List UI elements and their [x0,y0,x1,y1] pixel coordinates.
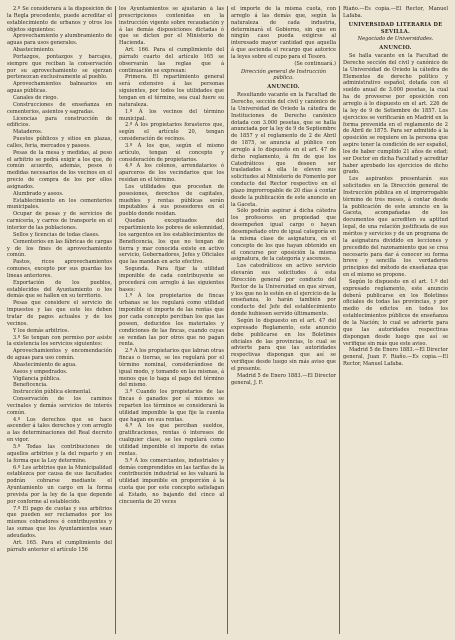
paragraph: 4.º Los derechos que se hace ascender á tales derechos y con arreglo a las determinaciones del Real decreto en vigor. [7,416,112,444]
paragraph: 1.º Á los vecinos del término municipal. [119,108,224,122]
paragraph: Exportación de los pueblos, establecidos del Ayuntamiento o los demás que se hallen en su territorio. [7,279,112,300]
paragraph: 4.º Á los colonos, arrendatarios ó aparceros de los vecindarios que los residan en el término. [119,163,224,184]
paragraph: Abastecimiento. [13,47,55,54]
paragraph: Mataderos. [13,129,43,136]
paragraph: Art. 165. Para el cumplimiento del párrafo anterior el artículo 156 [7,539,112,553]
paragraph: Ocupar de pesas y de servicios de carnicería, y carros de transporte en el interior de las poblaciones. [7,211,112,231]
paragraph: ANUNCIO. [267,84,300,91]
paragraph: Sólo podrán aspirar á dicha cátedra los profesores en propiedad que desempeñen igual cargo o hayan desempeñado otro de igual categoría en la misma clase de asignatura, en el concepto de los que hayan obtenido en el concurso por oposición la misma asignatura, de la categoría y ascensos. [231,208,336,263]
paragraph: 2.ª Á los propietarios que labran otras fincas o tierras, se les regulará por el término nominal, considerándose de igual modo, y tomando en las mismas, á menos que lo haga el pago del término del mismo. [119,348,224,389]
paragraph: Resultando vacante en la Facultad de Derecho, sección del civil y canónico de la Universidad de Oviedo la cátedra de Instituciones de Derecho canónico dotada con 3.000 pesetas, que se halla anunciada por la ley de 9 de Septiembre de 1857 y el reglamento de 2 de Abril de 1875, se anuncia al público con arreglo á lo dispuesto en el art. 47 de dicho reglamento, á fin de que los Catedráticos que deseen ser trasladados á ella le eleven sus solicitudes al Ministerio de Fomento por conducto del Rector respectivo en el plazo improrrogable de 20 días á contar desde la publicación de este anuncio en la Gaceta. [231,92,336,208]
column-set [4,6,451,634]
paragraph: Establecimiento en los cementerios municipales. [7,197,112,211]
paragraph: Aseos y empedrados. [13,368,68,375]
paragraph: 4.ª Á los que perciban sueldos, gratificaciones, rentas ó intereses de cualquier clase, se les regulará como utilidad imponible el importe de estas rentas. [119,423,224,457]
paragraph: 2.º Á los propietarios forasteros que, según el artículo 20, tengan consideración de vecinos. [119,122,224,143]
paragraph: Pesas que considere el servicio de impuestos y las que este les deben tratar de pagos actuales y de los vecinos. [7,300,112,327]
paragraph: Madrid 5 de Enero 1883.—El Director general, Juan F. Riaño.—Es copia.—El Rector, Manuel Lafaba. [343,347,448,368]
paragraph: Primera. El repartimiento general será extensivo á las personas siguientes, por todos los utilidades que tengan en el término, sea cual fuere su naturaleza. [119,74,224,108]
paragraph: Abastecimiento de agua. [13,361,77,368]
paragraph: Portazgos, pontazgos y barcajes, siempre que reciban la conservación por su aprovechamiento se ejerzan pertenezcan exclusivamente al pueblo. [7,53,112,81]
column-4 [339,6,451,634]
column-3 [227,6,339,634]
paragraph: 5.º Todas las contribuciones de aquellos arbitrios y la del reparto y en la forma que la Ley determine. [7,444,112,464]
paragraph: UNIVERSIDAD LITERARIA DE SEVILLA. [348,21,443,35]
paragraph: Aprovechamientos y encomendación de aguas para uso común. [7,348,112,362]
column-1 [4,6,115,634]
paragraph: Segunda. Para fijar la utilidad imponible de cada contribuyente se procederá con arreglo á las siguientes bases: [119,266,224,293]
paragraph: Cementerios en las fábricas de cargas y de los fines de aprovechamiento común. [7,238,112,259]
paragraph: el importe de la misma cuota, con arreglo á las demás que, según la naturaleza de cada industria, determinará el Gobierno, sin que en ningún caso pueda exigirse al interesado mayor cantidad que aquella á que ascienda el recargo que autorice la leyes sobre el cupo para el Tesoro. [231,6,336,60]
paragraph: Quedan exceptuados del repartimiento los pobres de solemnidad, los sargentos en los establecimientos de Beneficencia, los que no tengan de tierra y mar conocida existe en activo servicio, Gobernadores, Jefes y Oficiales que las mandan en acto efectivo. [119,218,224,266]
paragraph: Los aspirantes presentarán sus solicitudes en la Dirección general de Instrucción pública en el improrrogable término de tres meses, á contar desde la publicación de este anuncio en la Gaceta, acompañadas de los documentos que acrediten su aptitud legal, de una relación justificada de sus méritos y servicios y de un programa de la asignatura dividido en lecciones y precedido del razonamiento que se crea necesario para dar á conocer su forma breve y sencilla los verdaderos principios del método de enseñanza que en el mismo se propone. [343,176,448,279]
paragraph: 2.º Se considerará á la disposición de la Regla precedente, puede acreditar el establecimiento de urbanos y otros los objetos siguientes: [7,6,112,33]
paragraph: Puestos públicos y sitios en plazas, calles, feria, mercados y paseos. [7,136,112,149]
paragraph: (Se continuará.) [294,60,336,67]
paragraph: 6.º Los arbitrios que la Municipalidad establezca por causa de sus facultades podrán cobrarse mediante el Ayuntamiento un cargo en la forma prevista por la ley de la que depende por conforme al establecido. [7,464,112,505]
paragraph: Conservación de los caminos vecinales y demás servicios de interés común. [7,396,112,416]
paragraph: Dirección general de Instrucción pública. [241,68,326,82]
paragraph: Canales de riego. [13,94,58,101]
paragraph: Riaño.—Es copia.—El Rector, Manuel Lafaba. [343,6,448,19]
paragraph: Según lo dispuesto en el art. 1.º del expresado reglamento, este anuncio deberá publicarse en los Boletines oficiales de todas las provincias, y por medio de edictos en todos los establecimientos públicos de enseñanza de la Nación; lo cual se advierte para que las autoridades respectivas dispongan desde luego que así se verifique sin más que este aviso. [343,278,448,347]
paragraph: ANUNCIO. [379,45,412,52]
paragraph: Instrucción pública elemental. [13,389,92,396]
paragraph: Art. 166. Para el cumplimiento del párrafo cuarto del artículo 165 se observarán las reglas que á continuación se expresan: [119,47,224,74]
paragraph: los Ayuntamientos se ajustarán á las prescripciones contenidas en la instrucción vigente sobre recaudación y á las demás disposiciones dictadas ó que se dicten por el Ministerio de Hacienda. [119,6,224,47]
paragraph: Los utilidades que procedan de posesiones, derechos de capitales, muebles y rentas públicas serán imputables á sus poseedores en el pueblo donde residan. [119,183,224,218]
paragraph: Se halla vacante en la Facultad de Derecho sección del civil y canónico de la Universidad de Oviedo la cátedra de Elementos de derecho político y administrativo español, dotada con el sueldo anual de 3.000 pesetas, la cual ha de proveerse por oposición con arreglo á lo dispuesto en el art. 226 de la ley de 9 de Setiembre de 1857. Los ejercicios se verificarán en Madrid en la forma prevenida en el reglamento de 2 de Abril de 1875. Para ser admitido á la oposición se requiere en la persona que aspire tener la condición de ser español, los de haber cumplido 21 años de edad; ser Doctor en dicha Facultad y acreditar haber aprobado los ejercicios de dicho grado. [343,53,448,176]
paragraph: 3.ª Cuando los propietarios de las fincas ó ganados por sí mismos se reparten los términos se considerará la utilidad imponible la que fije la cuenta que hagan en sus rentas. [119,389,224,423]
paragraph: Según lo dispuesto en el art. 47 del expresado Reglamento, este anuncio debe publicarse en los Boletines oficiales de las provincias, lo cual se advierte para que las autoridades respectivas dispongan que así se verifique desde luego sin más aviso que el presente. [231,317,336,372]
paragraph: Pesas de la mesa y medidas, al peso el arbitrio se podrá exigir a los que, de común acuerdo, además, pesos ó medidas necesarios de los vecinos en el precio de compra de los por ellos asignados. [7,149,112,190]
paragraph: Negociado de Universidades. [357,36,434,43]
column-2 [115,6,227,634]
paragraph: Y los demás arbitrios. [13,327,70,334]
paragraph: Construcciones de enseñanza en cementerios, asientos y sagradas. [7,101,112,115]
paragraph: Pastos, ricos aprovechamientos comunes, excepto por sus guardas los lineas anteriores. [7,259,112,279]
paragraph: Sellos y licencias de todas clases. [13,231,100,238]
paragraph: 5.ª Á los comerciantes, industriales y demás comprendidos en las tarifas de la contribución industrial se les valuará la utilidad imponible en proporción á la cuota que por este concepto satisfagan al Estado, no bajando del cinco al cincuenta de 20 veces [119,457,224,505]
paragraph: 3.º Á los que, según el mismo artículo, tengan el concepto y consideración de propietarios. [119,142,224,163]
paragraph: Vigilancia pública. [13,375,61,382]
paragraph: Madrid 5 de Enero 1883.—El Director general, J. F. [231,372,336,386]
paragraph: 3.º Se tengan con permiso por asiste la existencia los servicios siguientes: [7,334,112,348]
paragraph: Licencias para construcción de edificios. [7,115,112,129]
paragraph: 1.ª Á los propietarios de fincas urbanas se les regulará como utilidad imponible el importe de las rentas que por cada concepto perciban los que las poseen, deducidos los materiales y condiciones de las fincas, cuando cuyas se vendan las por otros que no pagan renta. [119,293,224,348]
paragraph: Aprovechamientos balnearios en aguas públicas. [7,81,112,95]
paragraph: Beneficencia. [13,382,48,389]
paragraph: Aprovechamiento y alumbramiento de aguas para usos generales. [7,33,112,47]
paragraph: Los catedráticos en activo servicio elevarán sus solicitudes á esta Dirección general por conducto del Rector de la Universidad en que sirvan, y los que no lo estén en el ejercicio de la enseñanza, lo harán también por conducto del Jefe del establecimiento donde hubiesen servido últimamente. [231,263,336,318]
paragraph: Alumbrado y aseos. [13,190,64,197]
paragraph: 7.º El pago de cuotas y sus arbitrios que pueden ser reclamados por los mismos cobradores ó contribuyentes y las sumas que los Ayuntamientos sean adeudados. [7,505,112,539]
